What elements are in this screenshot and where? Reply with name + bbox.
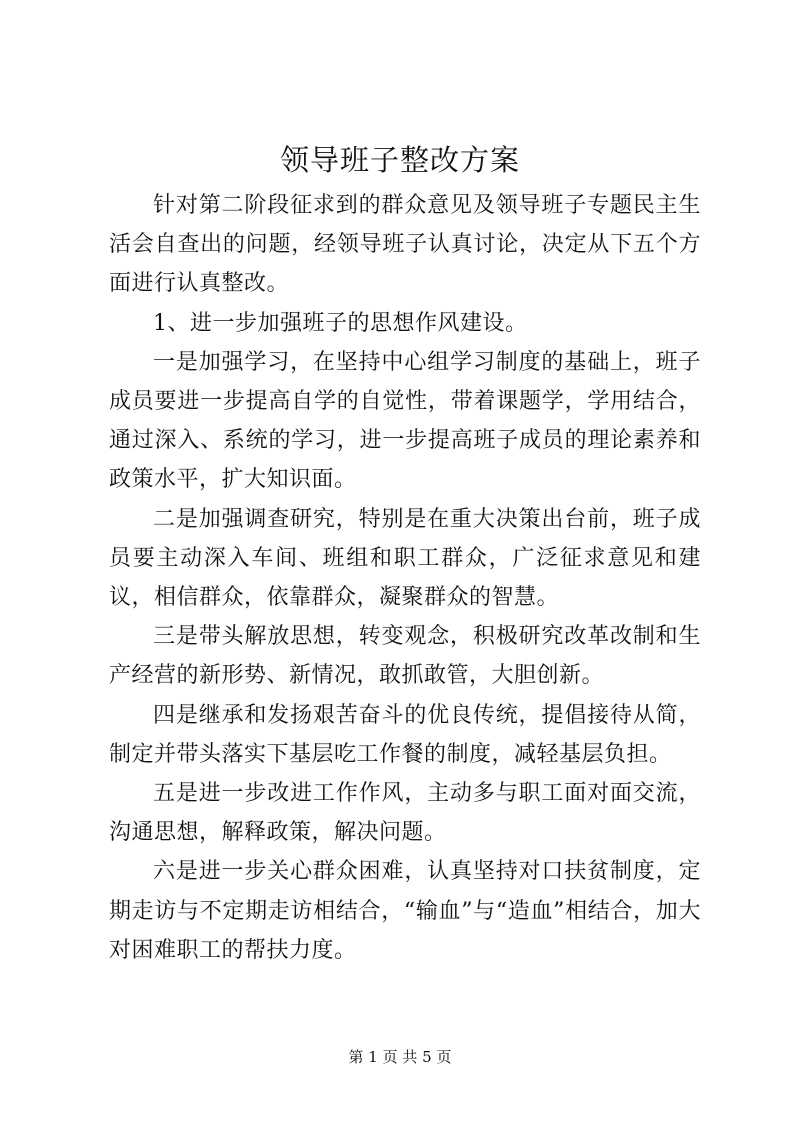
paragraph-item-2: 二是加强调查研究，特别是在重大决策出台前，班子成员要主动深入车间、班组和职工群众，广泛征求意见和建议，相信群众，依靠群众，凝聚群众的智慧。 — [109, 506, 701, 611]
paragraph-item-3: 三是带头解放思想，转变观念，积极研究改革改制和生产经营的新形势、新情况，敢抓敢管，大胆创新。 — [109, 624, 701, 689]
page-number-footer: 第 1 页 共 5 页 — [348, 1048, 452, 1066]
paragraph-item-5: 五是进一步改进工作作风，主动多与职工面对面交流，沟通思想，解释政策，解决问题。 — [109, 781, 701, 846]
document-body — [109, 186, 701, 970]
document-title: 领导班子整改方案 — [279, 143, 520, 177]
paragraph-section-1-heading: 1、进一步加强班子的思想作风建设。 — [153, 310, 528, 336]
paragraph-item-6: 六是进一步关心群众困难，认真坚持对口扶贫制度，定期走访与不定期走访相结合，“输血”与“造血”相结合，加大对困难职工的帮扶力度。 — [109, 859, 701, 963]
paragraph-item-1: 一是加强学习，在坚持中心组学习制度的基础上，班子成员要进一步提高自学的自觉性，带着课题学，学用结合，通过深入、系统的学习，进一步提高班子成员的理论素养和政策水平，扩大知识面。 — [109, 349, 701, 493]
paragraph-intro: 针对第二阶段征求到的群众意见及领导班子专题民主生活会自查出的问题，经领导班子认真讨论，决定从下五个方面进行认真整改。 — [109, 193, 701, 297]
paragraph-item-4: 四是继承和发扬艰苦奋斗的优良传统，提倡接待从简，制定并带头落实下基层吃工作餐的制度，减轻基层负担。 — [109, 702, 701, 767]
